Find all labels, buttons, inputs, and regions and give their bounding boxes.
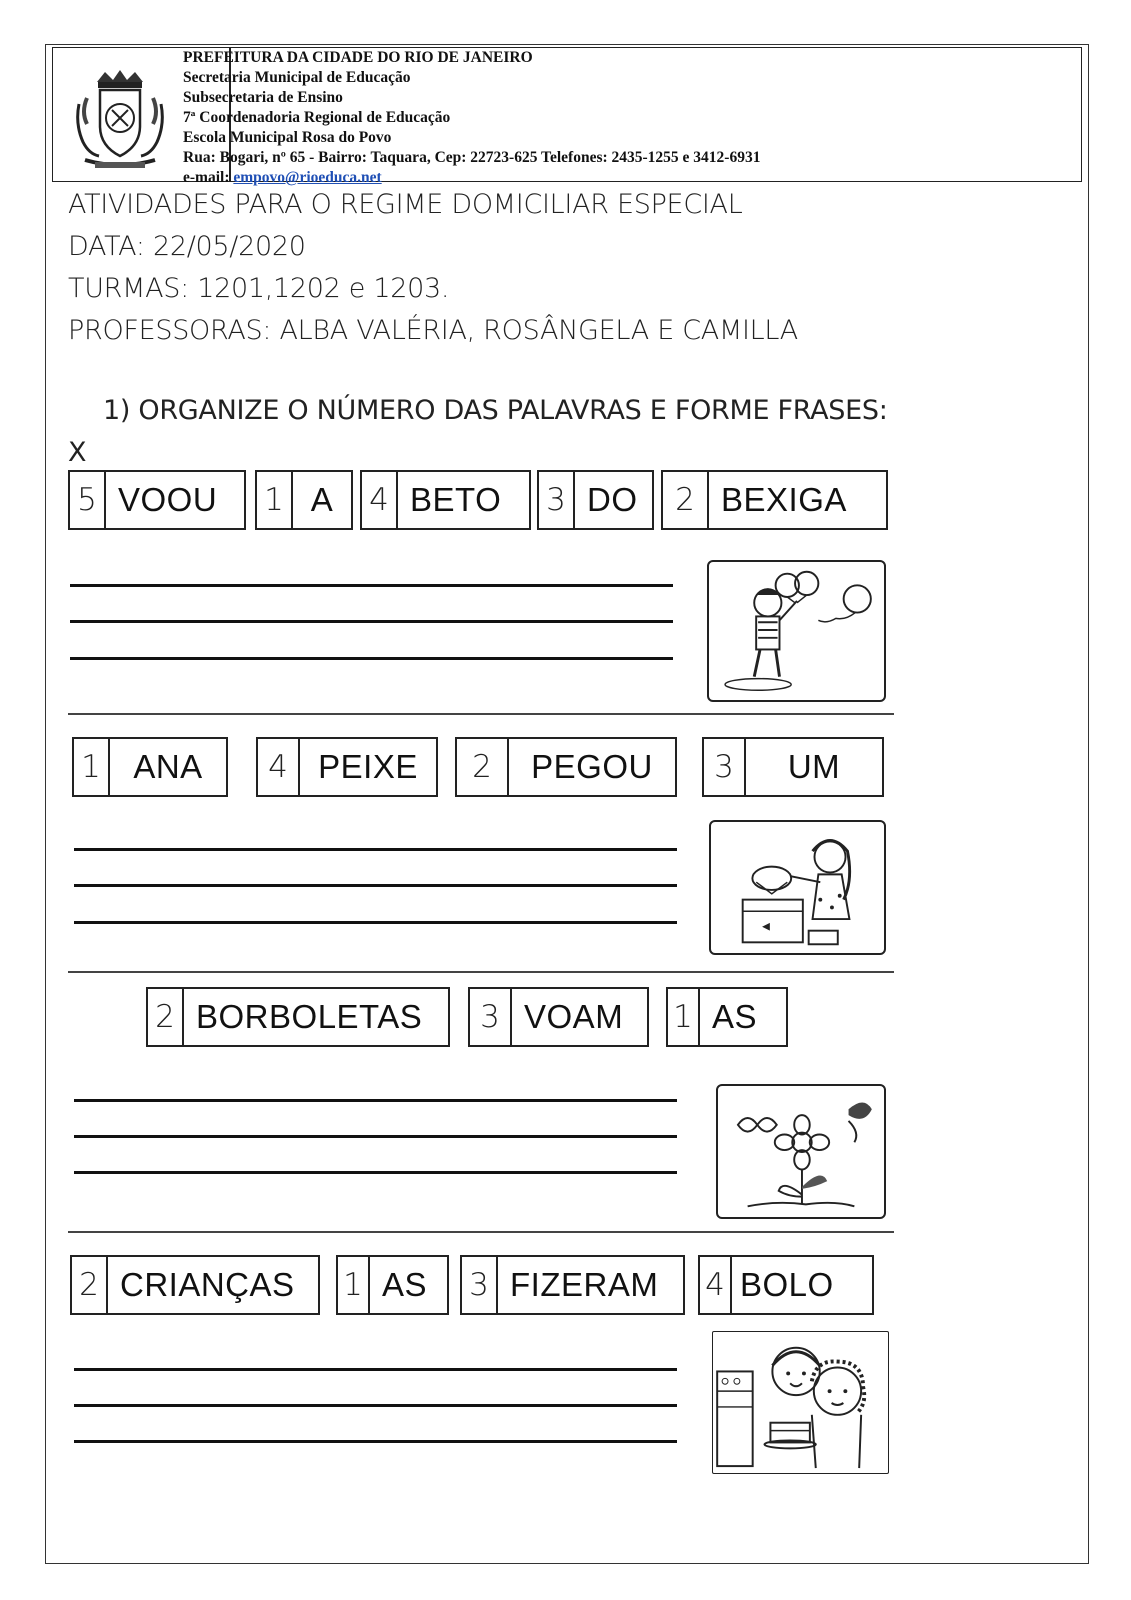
activity-classes: TURMAS: 1201,1202 e 1203. bbox=[68, 273, 450, 304]
word-text: A bbox=[310, 481, 334, 518]
word-text: AS bbox=[712, 998, 758, 1035]
word-card bbox=[666, 987, 788, 1047]
children-with-cake-icon bbox=[713, 1332, 888, 1473]
header-line: Escola Municipal Rosa do Povo bbox=[183, 129, 392, 146]
header-line: PREFEITURA DA CIDADE DO RIO DE JANEIRO bbox=[183, 49, 533, 66]
email-link[interactable]: empovo@rioeduca.net bbox=[233, 169, 382, 186]
writing-line[interactable] bbox=[74, 1440, 677, 1443]
girl-fishnet-picture bbox=[709, 820, 886, 955]
word-card bbox=[72, 737, 228, 797]
word-text: VOOU bbox=[118, 481, 218, 518]
header-line: Subsecretaria de Ensino bbox=[183, 89, 343, 106]
girl-with-fishnet-icon bbox=[711, 822, 884, 953]
word-number: 4 bbox=[362, 472, 398, 528]
word-card bbox=[70, 1255, 320, 1315]
section-separator bbox=[68, 971, 894, 973]
email-label: e-mail: bbox=[183, 169, 230, 186]
word-card bbox=[537, 470, 654, 530]
section-separator bbox=[68, 713, 894, 715]
word-card bbox=[255, 470, 353, 530]
activity-date: DATA: 22/05/2020 bbox=[68, 231, 306, 262]
section-separator bbox=[68, 1231, 894, 1233]
writing-line[interactable] bbox=[74, 1135, 677, 1138]
word-text: VOAM bbox=[524, 998, 624, 1035]
word-number: 3 bbox=[704, 739, 746, 795]
word-text: BOLO bbox=[740, 1266, 834, 1303]
word-text: DO bbox=[587, 481, 638, 518]
word-text: AS bbox=[382, 1266, 428, 1303]
word-number: 4 bbox=[700, 1257, 732, 1313]
activity-title: ATIVIDADES PARA O REGIME DOMICILIAR ESPECIAL bbox=[68, 189, 743, 220]
butterflies-picture bbox=[716, 1084, 886, 1219]
word-card bbox=[661, 470, 888, 530]
header-address-block bbox=[183, 48, 760, 188]
word-card bbox=[460, 1255, 685, 1315]
word-number: 1 bbox=[668, 989, 700, 1045]
writing-line[interactable] bbox=[74, 1099, 677, 1102]
word-card bbox=[702, 737, 884, 797]
writing-line[interactable] bbox=[74, 921, 677, 924]
x-mark: X bbox=[68, 437, 87, 468]
writing-line[interactable] bbox=[74, 1404, 677, 1407]
writing-line[interactable] bbox=[74, 1171, 677, 1174]
word-card bbox=[256, 737, 438, 797]
butterflies-flower-icon bbox=[718, 1086, 884, 1217]
boy-balloons-picture bbox=[707, 560, 886, 702]
writing-line[interactable] bbox=[74, 884, 677, 887]
word-number: 4 bbox=[258, 739, 300, 795]
writing-line[interactable] bbox=[74, 848, 677, 851]
word-text: ANA bbox=[133, 748, 203, 785]
word-text: BORBOLETAS bbox=[196, 998, 423, 1035]
writing-line[interactable] bbox=[70, 620, 673, 623]
writing-line[interactable] bbox=[70, 584, 673, 587]
word-number: 1 bbox=[257, 472, 293, 528]
word-number: 3 bbox=[462, 1257, 498, 1313]
word-card bbox=[360, 470, 531, 530]
word-text: CRIANÇAS bbox=[120, 1266, 295, 1303]
header-line: Rua: Bogari, nº 65 - Bairro: Taquara, Cep: 22723-625 Telefones: 2435-1255 e 3412-6931 bbox=[183, 149, 761, 166]
word-text: UM bbox=[787, 748, 841, 785]
word-text: FIZERAM bbox=[510, 1266, 659, 1303]
writing-line[interactable] bbox=[70, 657, 673, 660]
exercise-instruction: 1) ORGANIZE O NÚMERO DAS PALAVRAS E FORME FRASES: bbox=[103, 395, 888, 426]
word-card bbox=[336, 1255, 449, 1315]
word-number: 3 bbox=[539, 472, 575, 528]
word-card bbox=[468, 987, 649, 1047]
word-text: BEXIGA bbox=[721, 481, 847, 518]
header-line: 7ª Coordenadoria Regional de Educação bbox=[183, 109, 451, 126]
word-text: BETO bbox=[410, 481, 502, 518]
school-header bbox=[52, 47, 1082, 186]
word-card bbox=[698, 1255, 874, 1315]
writing-line[interactable] bbox=[74, 1368, 677, 1371]
word-number: 2 bbox=[663, 472, 709, 528]
word-number: 2 bbox=[457, 739, 509, 795]
header-line: Secretaria Municipal de Educação bbox=[183, 69, 411, 86]
activity-title-block bbox=[68, 184, 798, 352]
word-number: 1 bbox=[74, 739, 110, 795]
word-card bbox=[455, 737, 677, 797]
word-number: 3 bbox=[470, 989, 512, 1045]
word-number: 1 bbox=[338, 1257, 370, 1313]
word-card bbox=[146, 987, 450, 1047]
word-text: PEIXE bbox=[318, 748, 418, 785]
children-cake-picture bbox=[712, 1331, 889, 1474]
word-text: PEGOU bbox=[531, 748, 653, 785]
boy-with-balloons-icon bbox=[709, 562, 884, 700]
word-number: 5 bbox=[70, 472, 106, 528]
word-card bbox=[68, 470, 246, 530]
word-number: 2 bbox=[72, 1257, 108, 1313]
word-number: 2 bbox=[148, 989, 184, 1045]
activity-teachers: PROFESSORAS: ALBA VALÉRIA, ROSÂNGELA E CAMILLA bbox=[68, 315, 798, 346]
